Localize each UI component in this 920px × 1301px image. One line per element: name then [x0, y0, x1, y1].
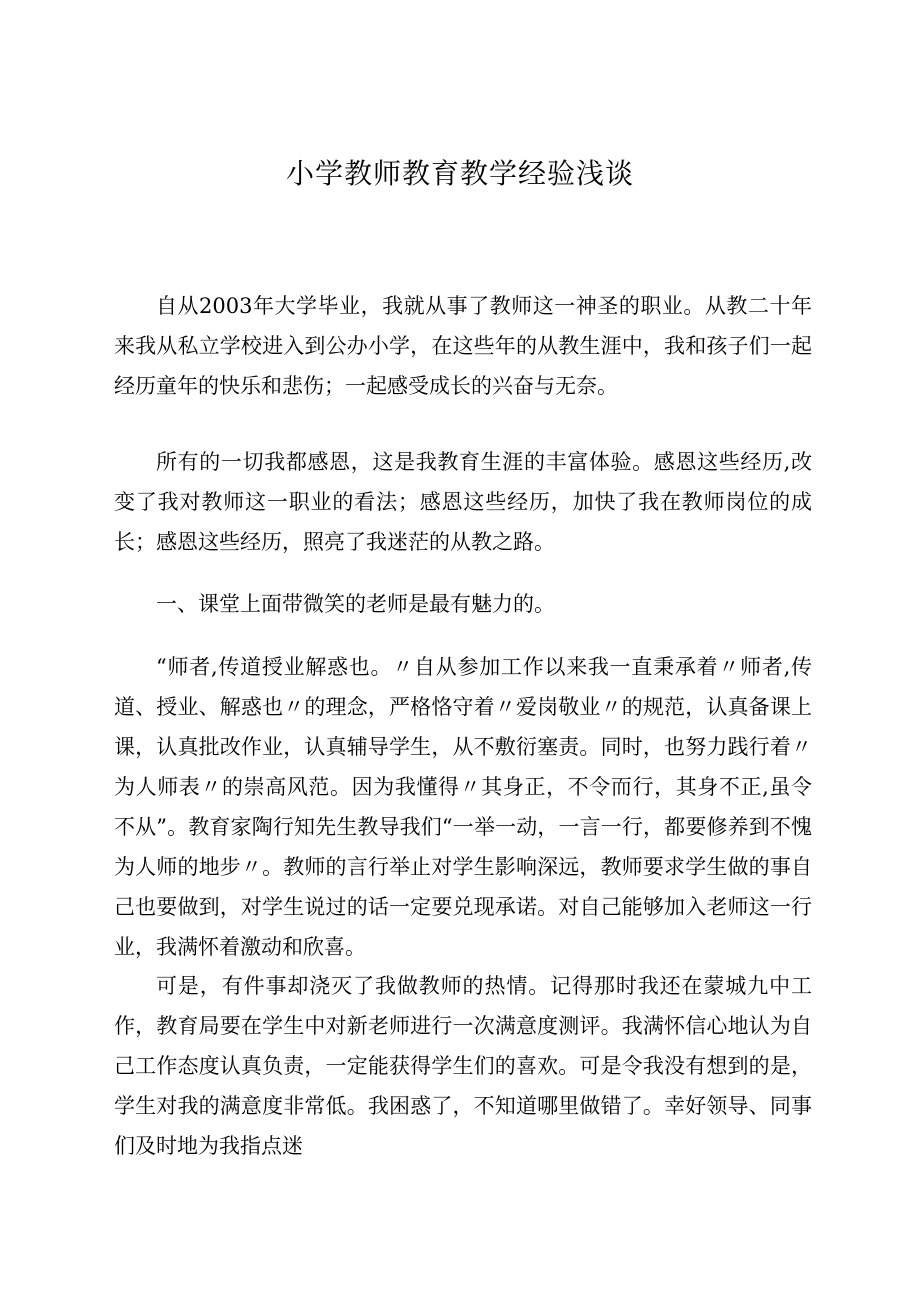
section-heading-1: 一、课堂上面带微笑的老师是最有魅力的。: [156, 592, 555, 616]
paragraph-gratitude: 所有的一切我都感恩，这是我教育生涯的丰富体验。感恩这些经历,改变了我对教师这一职业的看法；感恩这些经历，加快了我在教师岗位的成长；感恩这些经历，照亮了我迷茫的从教之路。: [114, 450, 812, 554]
paragraph-intro: 自从2003年大学毕业，我就从事了教师这一神圣的职业。从教二十年来我从私立学校进入到公办小学，在这些年的从教生涯中，我和孩子们一起经历童年的快乐和悲伤；一起感受成长的兴奋与无奈。: [114, 294, 812, 398]
paragraph-teacher-role: “师者,传道授业解惑也。〃自从参加工作以来我一直秉承着〃师者,传道、授业、解惑也〃的理念，严格恪守着〃爱岗敬业〃的规范，认真备课上课，认真批改作业，认真辅导学生，从不敷衍塞责。同时，也努力践行着〃为人师表〃的崇高风范。因为我懂得〃其身正，不令而行，其身不正,虽令不从”。教育家陶行知先生教导我们“一举一动，一言一行，都要修养到不愧为人师的地步〃。教师的言行举止对学生影响深远，教师要求学生做的事自己也要做到，对学生说过的话一定要兑现承诺。对自己能够加入老师这一行业，我满怀着激动和欣喜。: [114, 655, 812, 959]
paragraph-evaluation: 可是，有件事却浇灭了我做教师的热情。记得那时我还在蒙城九中工作，教育局要在学生中对新老师进行一次满意度测评。我满怀信心地认为自己工作态度认真负责，一定能获得学生们的喜欢。可是令我没有想到的是，学生对我的满意度非常低。我困惑了，不知道哪里做错了。幸好领导、同事们及时地为我指点迷: [114, 974, 812, 1158]
document-title: 小学教师教育教学经验浅谈: [285, 157, 634, 190]
